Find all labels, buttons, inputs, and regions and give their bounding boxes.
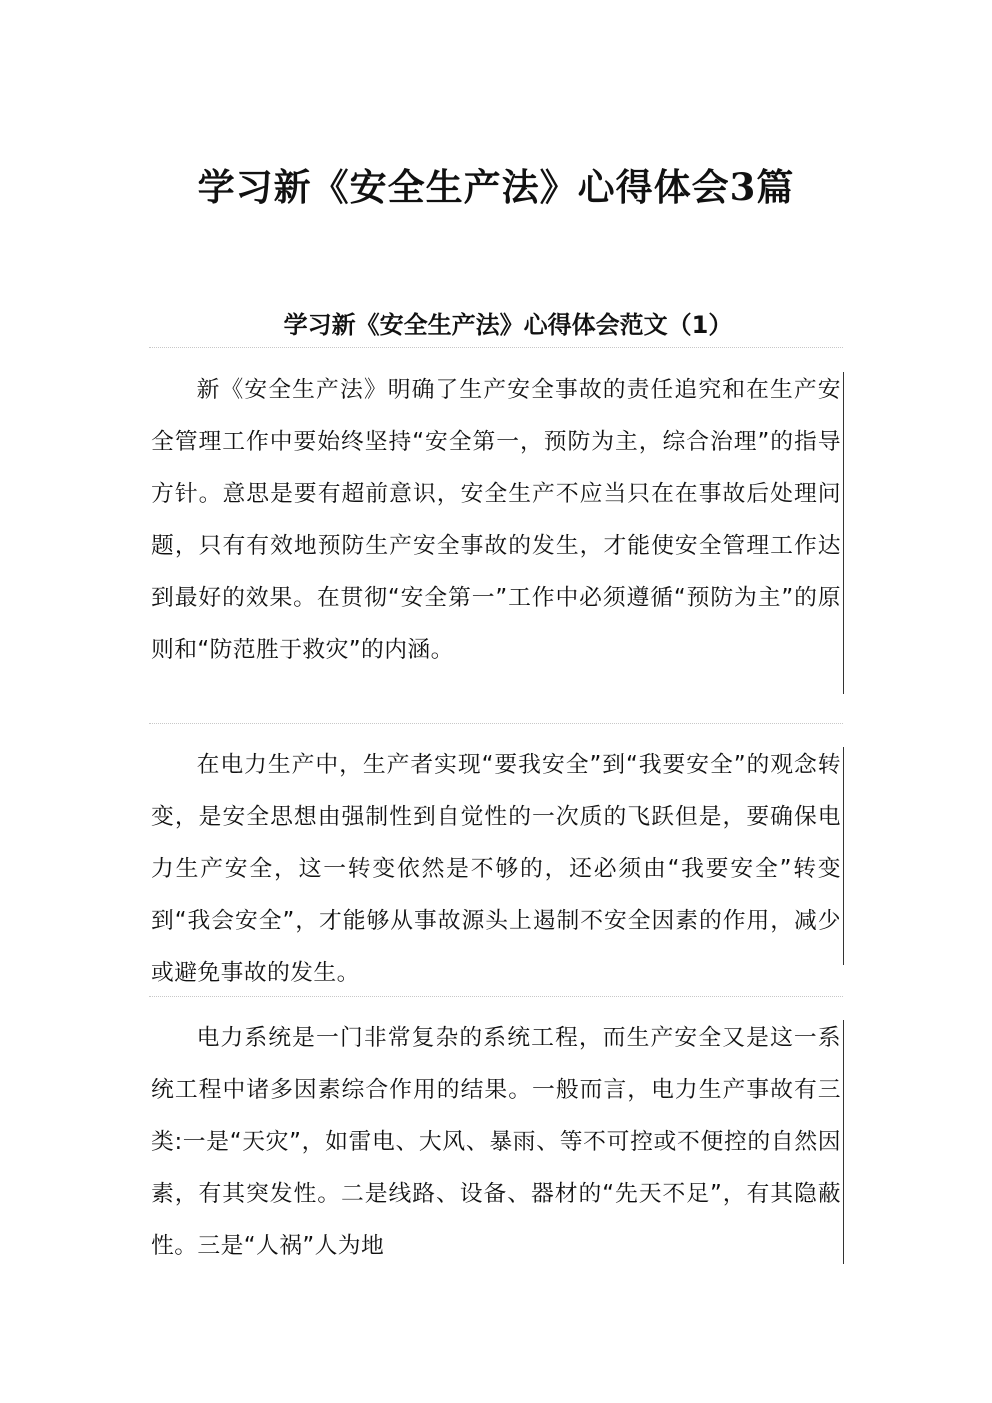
paragraph-divider [149, 723, 843, 724]
paragraph-3: 电力系统是一门非常复杂的系统工程，而生产安全又是这一系统工程中诸多因素综合作用的结果。一般而言，电力生产事故有三类:一是“天灾”，如雷电、大风、暴雨、等不可控或不便控的自然因素，有其突发性。二是线路、设备、器材的“先天不足”，有其隐蔽性。三是“人祸”人为地 [151, 1025, 841, 1259]
section-divider [149, 347, 843, 348]
paragraph-1-margin-bar [843, 372, 844, 694]
section-title: 学习新《安全生产法》心得体会范文（1） [283, 311, 733, 339]
paragraph-2: 在电力生产中，生产者实现“要我安全”到“我要安全”的观念转变，是安全思想由强制性到自觉性的一次质的飞跃但是，要确保电力生产安全，这一转变依然是不够的，还必须由“我要安全”转变到“我会安全”，才能够从事故源头上遏制不安全因素的作用，减少或避免事故的发生。 [151, 752, 841, 986]
paragraph-1: 新《安全生产法》明确了生产安全事故的责任追究和在生产安全管理工作中要始终坚持“安全第一，预防为主，综合治理”的指导方针。意思是要有超前意识，安全生产不应当只在在事故后处理问题，只有有效地预防生产安全事故的发生，才能使安全管理工作达到最好的效果。在贯彻“安全第一”工作中必须遵循“预防为主”的原则和“防范胜于救灾”的内涵。 [151, 377, 841, 663]
paragraph-2-margin-bar [843, 747, 844, 965]
paragraph-3-margin-bar [843, 1020, 844, 1264]
document-title: 学习新《安全生产法》心得体会3篇 [197, 165, 795, 209]
paragraph-divider [149, 996, 843, 997]
